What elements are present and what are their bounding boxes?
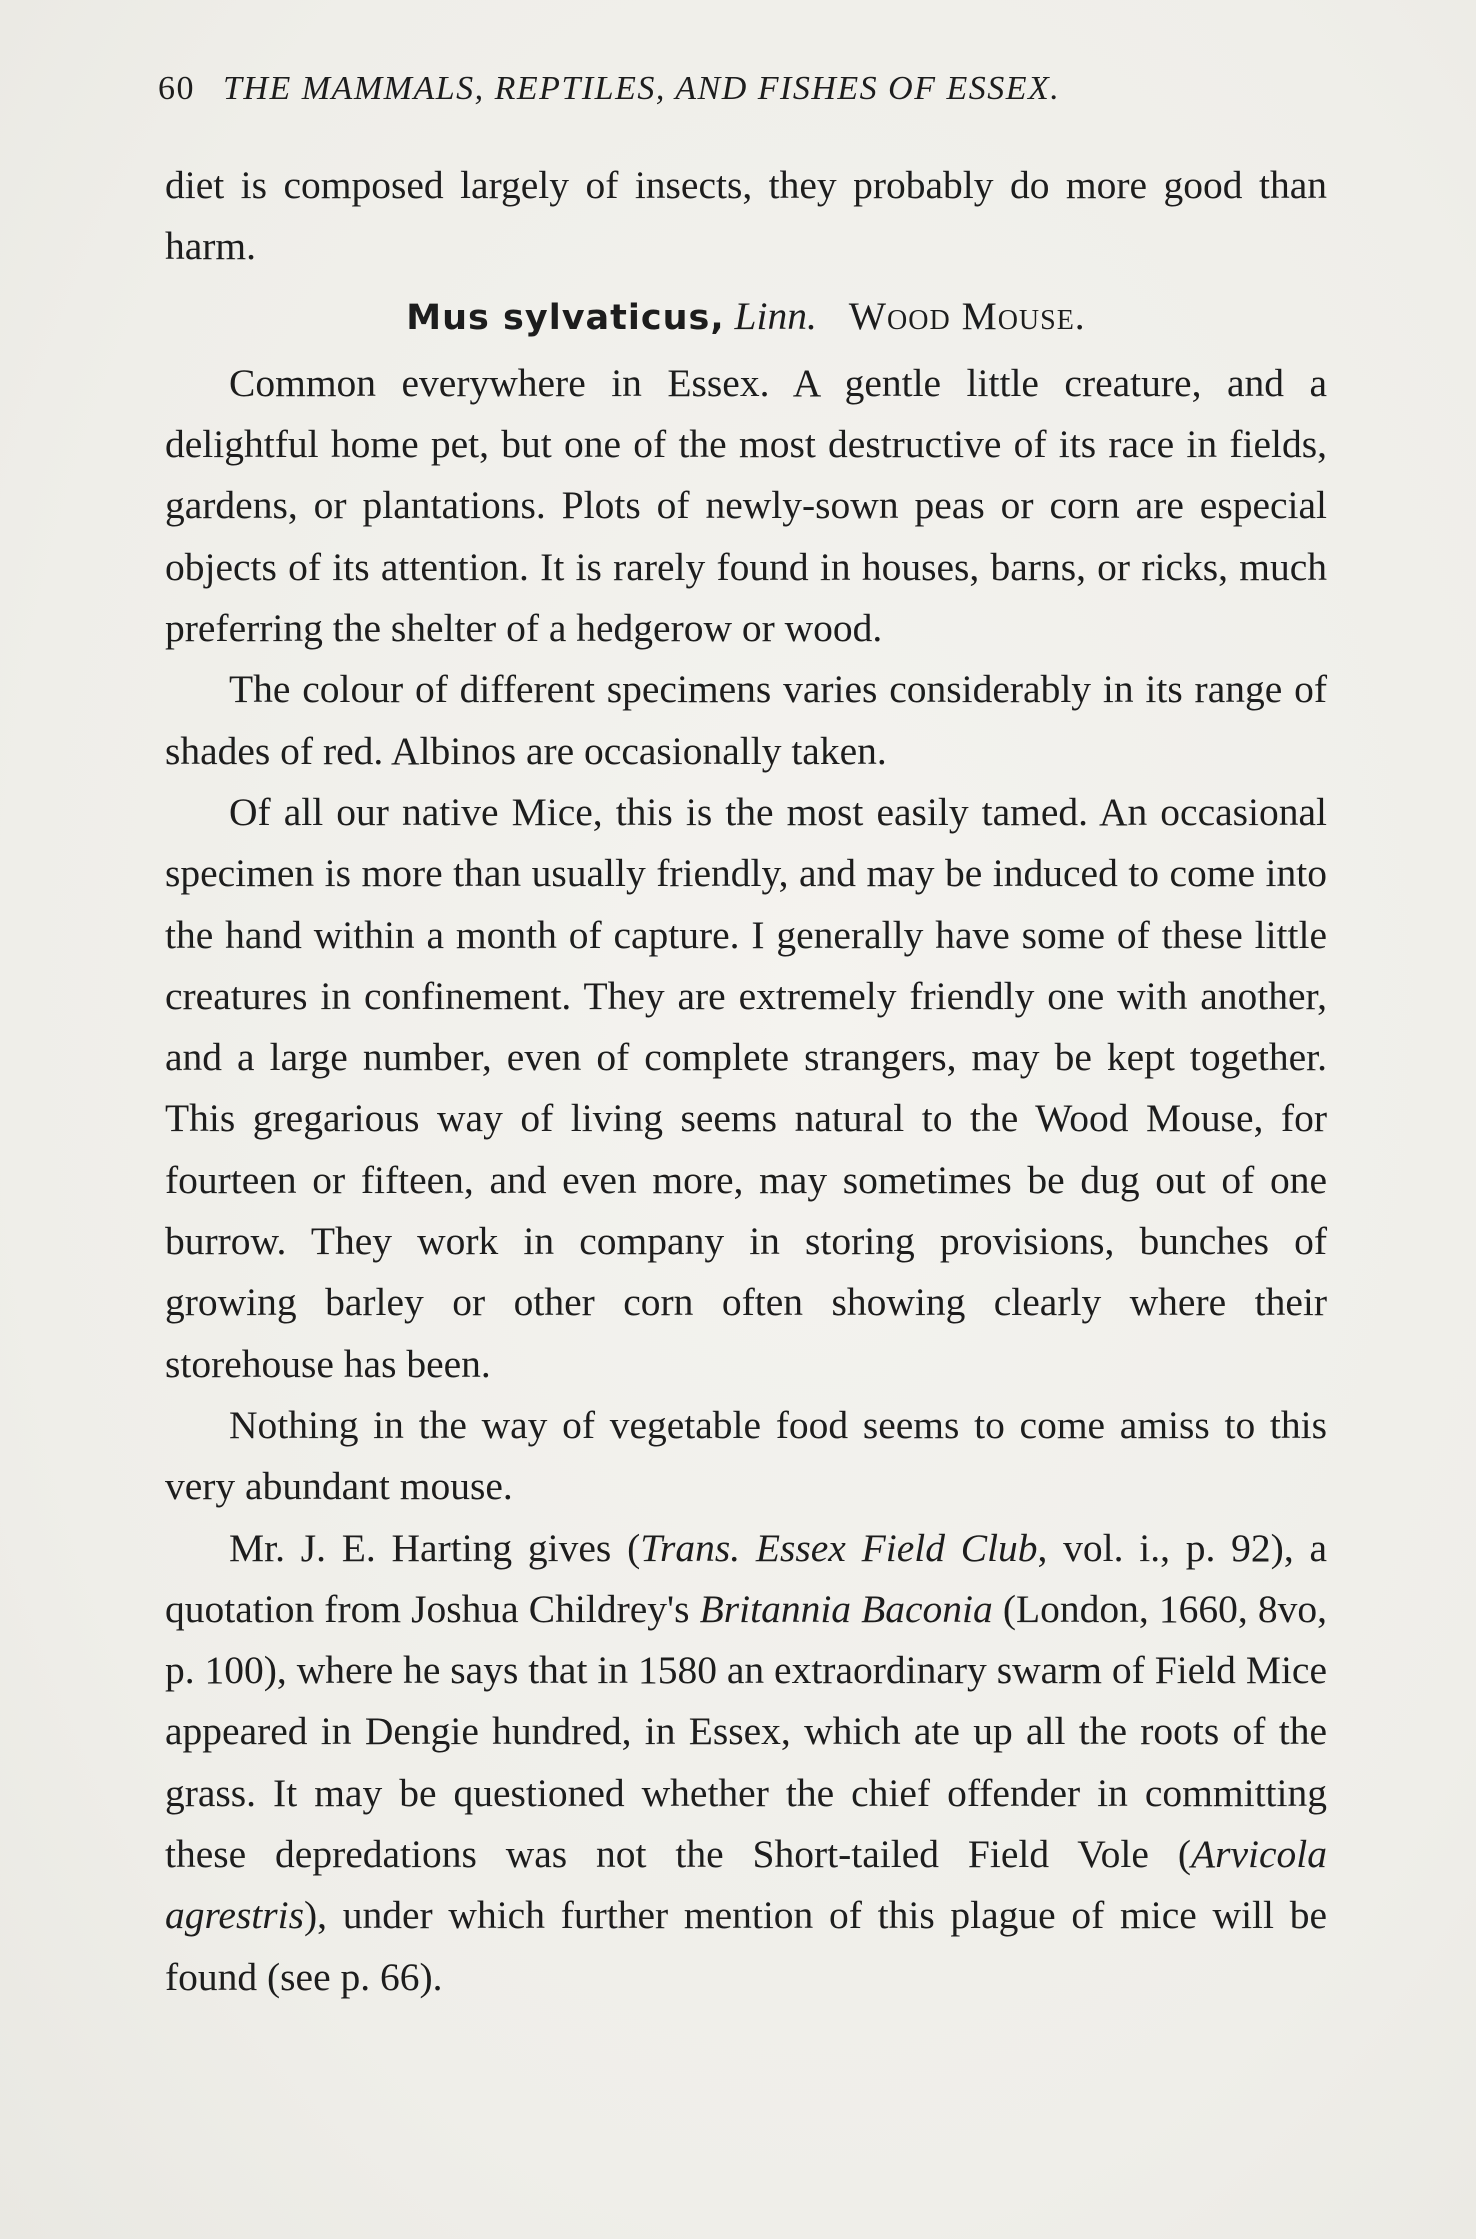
paragraph: Of all our native Mice, this is the most easily tamed. An occasional specimen is more than usually friendly, and may be induced to come into the hand within a month of capture. I generally have some of these little creatures in confinement. They are extremely friendly one with another, and a large number, even of complete strangers, may be kept together. This gregarious way of living seems natural to the Wood Mouse, for fourteen or fifteen, and even more, may sometimes be dug out of one burrow. They work in company in storing provisions, bunches of growing barley or other corn often showing clearly where their storehouse has been.: [165, 789, 1327, 1386]
species-name: Mus sylvaticus,: [406, 297, 725, 338]
continuation-paragraph: diet is composed largely of insects, they probably do more good than harm.: [165, 163, 1327, 269]
text-run: (London, 1660, 8vo, p. 100), where he says that in 1580 an extraordinary swarm of Field Mice appeared in Dengie hundred, in Essex, which ate up all the roots of the grass. It may be questioned whether the chief offender in committing these depredations was not the Short-tailed Field Vole (: [165, 1586, 1327, 1877]
running-title: THE MAMMALS, REPTILES, AND FISHES OF ESSEX.: [223, 70, 1061, 107]
paragraph: The colour of different specimens varies considerably in its range of shades of red. Albinos are occasionally taken.: [165, 667, 1327, 773]
text-run: , vol. i., p. 92), a quotation from Joshua Childrey's: [165, 1525, 1327, 1631]
body-text: [165, 155, 1327, 2008]
species-authority: Linn.: [734, 293, 817, 338]
text-run: Mr. J. E. Harting gives (: [229, 1525, 641, 1570]
text-run: ), under which further mention of this plague of mice will be found (see p. 66).: [165, 1893, 1327, 1999]
species-heading: [165, 286, 1327, 349]
common-name: Wood Mouse.: [848, 293, 1086, 338]
italic-title: Trans. Essex Field Club: [640, 1525, 1038, 1570]
page-number: 60: [158, 70, 195, 107]
italic-title: Britannia Baconia: [699, 1586, 993, 1631]
paragraph: Nothing in the way of vegetable food seems to come amiss to this very abundant mouse.: [165, 1402, 1327, 1509]
paragraph: Common everywhere in Essex. A gentle little creature, and a delightful home pet, but one of the most destructive of its race in fields, gardens, or plantations. Plots of newly-sown peas or corn are especial objects of its attention. It is rarely found in houses, barns, or ricks, much preferring the shelter of a hedgerow or wood.: [165, 360, 1327, 651]
paragraph: [165, 1518, 1327, 2008]
running-head: [158, 70, 1338, 108]
italic-species: Arvicola agrestris: [165, 1832, 1327, 1938]
